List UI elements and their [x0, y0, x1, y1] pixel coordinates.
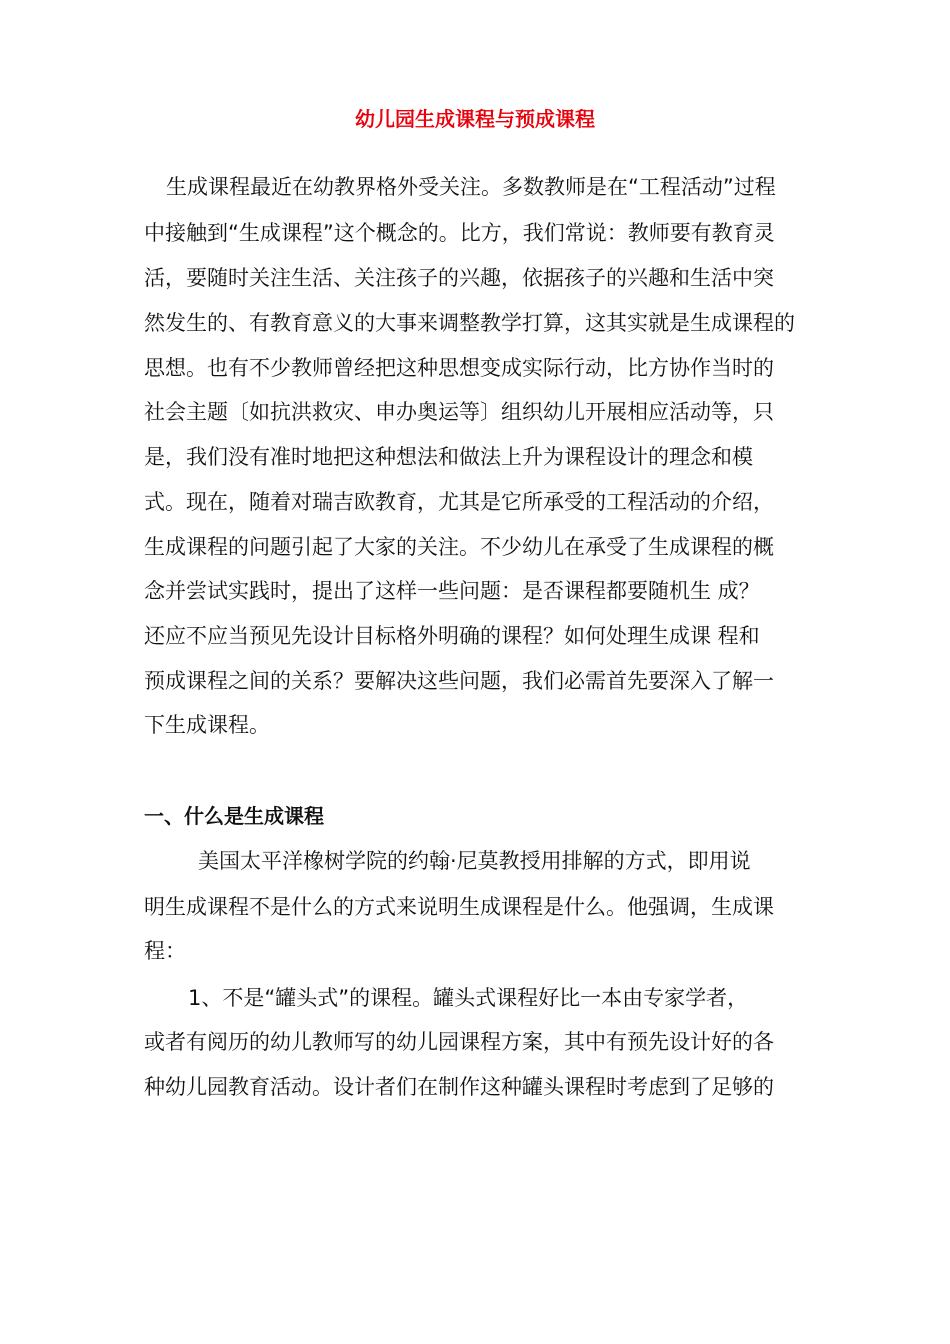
paragraph-line: 思想。也有不少教师曾经把这种思想变成实际行动，比方协作当时的	[144, 356, 774, 380]
document-title: 幼儿园生成课程与预成课程	[355, 107, 595, 131]
paragraph-line: 下生成课程。	[144, 713, 270, 737]
paragraph-line: 预成课程之间的关系？要解决这些问题，我们必需首先要深入了解一	[144, 669, 774, 693]
paragraph-line: 美国太平洋橡树学院的约翰·尼莫教授用排解的方式，即用说	[198, 849, 751, 873]
paragraph-line: 念并尝试实践时，提出了这样一些问题：是否课程都要随机生 成？	[144, 579, 760, 603]
paragraph-line: 1、不是“罐头式”的课程。罐头式课程好比一本由专家学者，	[188, 986, 749, 1010]
section-heading: 一、什么是生成课程	[144, 804, 324, 828]
paragraph-line: 中接触到“生成课程”这个概念的。比方，我们常说：教师要有教育灵	[144, 221, 775, 245]
paragraph-line: 生成课程的问题引起了大家的关注。不少幼儿在承受了生成课程的概	[144, 535, 774, 559]
paragraph-line: 种幼儿园教育活动。设计者们在制作这种罐头课程时考虑到了足够的	[144, 1075, 774, 1099]
paragraph-line: 还应不应当预见先设计目标格外明确的课程？如何处理生成课 程和	[144, 624, 760, 648]
paragraph-line: 然发生的、有教育意义的大事来调整教学打算，这其实就是生成课程的	[144, 311, 795, 335]
paragraph-line: 生成课程最近在幼教界格外受关注。多数教师是在“工程活动”过程	[166, 175, 776, 199]
paragraph-line: 活，要随时关注生活、关注孩子的兴趣，依据孩子的兴趣和生活中突	[144, 266, 774, 290]
paragraph-line: 式。现在，随着对瑞吉欧教育，尤其是它所承受的工程活动的介绍，	[144, 490, 774, 514]
paragraph-line: 社会主题〔如抗洪救灾、申办奥运等〕组织幼儿开展相应活动等，只	[144, 400, 774, 424]
paragraph-line: 或者有阅历的幼儿教师写的幼儿园课程方案，其中有预先设计好的各	[144, 1030, 774, 1054]
paragraph-line: 是，我们没有准时地把这种想法和做法上升为课程设计的理念和模	[144, 445, 753, 469]
paragraph-line: 明生成课程不是什么的方式来说明生成课程是什么。他强调，生成课	[144, 895, 774, 919]
paragraph-line: 程：	[144, 939, 186, 963]
